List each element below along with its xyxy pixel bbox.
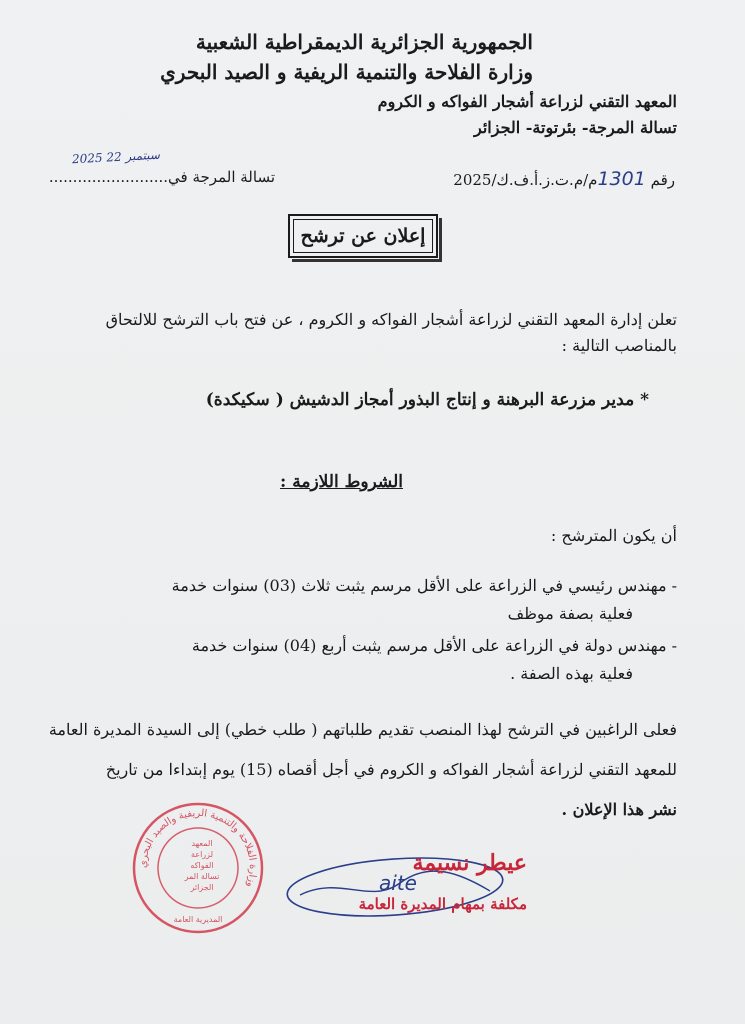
handwritten-date: 2025 سبتمبر 22 [71,147,161,167]
header-republic: الجمهورية الجزائرية الديمقراطية الشعبية [195,30,533,54]
reference-prefix: رقم [650,171,675,189]
position-item: * مدير مزرعة البرهنة و إنتاج البذور أمجاز الدشيش ( سكيكدة) [205,390,649,410]
header-institute: المعهد التقني لزراعة أشجار الفواكه و الكروم [377,92,677,111]
place-date-line: تسالة المرجة في......................... [48,168,275,186]
closing-paragraph-line1: فعلى الراغبين في الترشح لهذا المنصب تقديم طلباتهم ( طلب خطي) إلى السيدة المديرة العامة [48,720,677,739]
candidate-requirement-intro: أن يكون المترشح : [550,526,677,545]
svg-text:وزارة الفلاحة والتنمية الريفية: وزارة الفلاحة والتنمية الريفية والصيد البحري [137,807,259,889]
requirement-1-line2: فعلية بصفة موظف [507,604,633,623]
closing-paragraph-line3: نشر هذا الإعلان . [561,800,677,819]
stamp-inner-line: المعهد [191,839,213,848]
stamp-inner-line: لزراعة [191,850,213,859]
intro-paragraph-line1: تعلن إدارة المعهد التقني لزراعة أشجار الفواكه و الكروم ، عن فتح باب الترشح للالتحاق [105,310,677,329]
conditions-heading: الشروط اللازمة : [280,472,403,492]
requirement-1-line1: - مهندس رئيسي في الزراعة على الأقل مرسم يثبت ثلاث (03) سنوات خدمة [171,576,677,595]
stamp-inner-line: تسالة المر [184,872,220,881]
intro-paragraph-line2: بالمناصب التالية : [561,336,677,355]
reference-handwritten-number: 1301 [597,168,646,190]
svg-text:المديرية العامة: المديرية العامة [173,915,223,924]
signatory-title: مكلفة بمهام المديرة العامة [358,895,527,913]
official-stamp [130,800,266,936]
title-frame [288,214,438,258]
svg-text:aite: aite [379,871,417,895]
header-address: تسالة المرجة- بئرتوتة- الجزائر [474,118,677,137]
signatory-name: عيطر نسيمة [412,850,527,876]
requirement-2-line2: فعلية بهذه الصفة . [510,664,633,683]
document-title: إعلان عن ترشح [293,219,433,253]
stamp-inner-line: الفواكه [190,861,214,870]
reference-number [453,168,675,190]
header-ministry: وزارة الفلاحة والتنمية الريفية و الصيد البحري [160,60,533,84]
closing-paragraph-line2: للمعهد التقني لزراعة أشجار الفواكه و الكروم في أجل أقصاه (15) يوم إبتداءا من تاريخ [105,760,677,779]
reference-suffix: م/م.ت.ز.أ.ف.ك/2025 [453,171,598,189]
requirement-2-line1: - مهندس دولة في الزراعة على الأقل مرسم يثبت أربع (04) سنوات خدمة [191,636,677,655]
stamp-inner-line: الجزائر [190,883,214,892]
